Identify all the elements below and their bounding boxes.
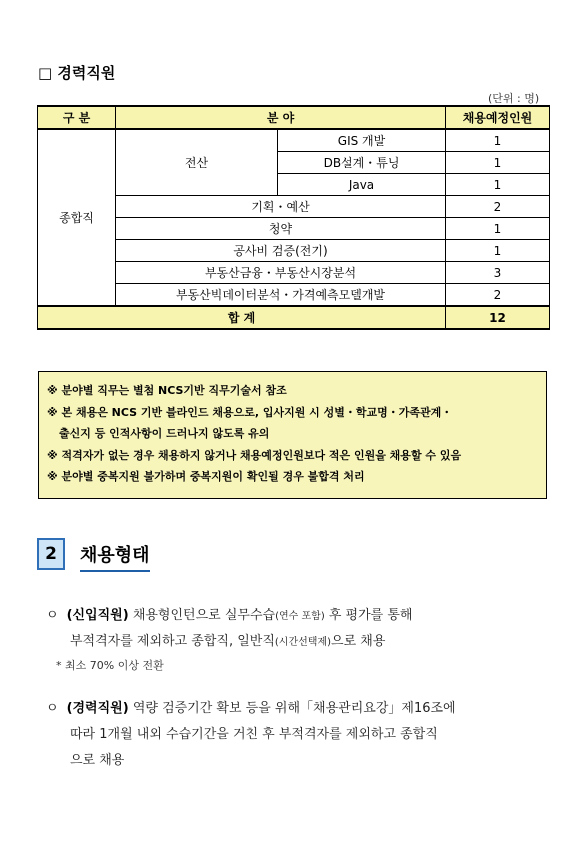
- note-line: ※ 분야별 중복지원 불가하며 중복지원이 확인될 경우 불합격 처리: [47, 470, 365, 483]
- text-segment: 부적격자를 제외하고 종합직, 일반직: [70, 634, 275, 649]
- count-cell: 3: [446, 262, 550, 284]
- table-row: [38, 129, 550, 152]
- count-cell: 2: [446, 196, 550, 218]
- count-cell: 1: [446, 129, 550, 152]
- header-category: 구 분: [38, 106, 116, 129]
- table-header-row: [38, 106, 550, 129]
- group-cell: 전산: [116, 129, 278, 196]
- hiring-table: [37, 105, 550, 330]
- field-cell: Java: [278, 174, 446, 196]
- field-cell: 부동산빅데이터분석・가격예측모델개발: [116, 284, 446, 307]
- paragraph-new-staff-line2: [70, 630, 385, 649]
- label-new-staff: (신입직원): [66, 608, 129, 623]
- paragraph-new-staff-line1: [46, 604, 412, 623]
- count-cell: 1: [446, 174, 550, 196]
- count-cell: 1: [446, 240, 550, 262]
- section-title-employment-type: 채용형태: [80, 541, 150, 572]
- text-segment: 후 평가를 통해: [324, 608, 413, 623]
- note-line: ※ 본 채용은 NCS 기반 블라인드 채용으로, 입사지원 시 성별・학교명・가족관계・: [47, 405, 453, 419]
- field-cell: DB설계・튜닝: [278, 152, 446, 174]
- count-cell: 1: [446, 152, 550, 174]
- header-field: 분 야: [116, 106, 446, 129]
- paragraph-experienced-line3: 으로 채용: [70, 753, 125, 768]
- text-segment: 역량 검증기간 확보 등을 위해「채용관리요강」제16조에: [128, 701, 456, 716]
- field-cell: 기획・예산: [116, 196, 446, 218]
- field-cell: 부동산금융・부동산시장분석: [116, 262, 446, 284]
- label-experienced: (경력직원): [66, 701, 129, 716]
- section-number-badge: 2: [37, 538, 65, 570]
- header-count: 채용예정인원: [446, 106, 550, 129]
- footnote: * 최소 70% 이상 전환: [56, 659, 164, 672]
- section-title-experienced: □ 경력직원: [38, 64, 116, 82]
- category-cell: 종합직: [38, 129, 116, 306]
- paragraph-experienced-line2: 따라 1개월 내외 수습기간을 거친 후 부적격자를 제외하고 종합직: [70, 727, 438, 742]
- total-value: 12: [446, 306, 550, 329]
- total-row: [38, 306, 550, 329]
- count-cell: 1: [446, 218, 550, 240]
- text-segment: 채용형인턴으로 실무수습: [128, 608, 276, 623]
- total-label: 합 계: [38, 306, 446, 329]
- field-cell: 청약: [116, 218, 446, 240]
- field-cell: GIS 개발: [278, 129, 446, 152]
- field-cell: 공사비 검증(전기): [116, 240, 446, 262]
- paragraph-experienced-line1: [46, 697, 456, 716]
- text-segment: (연수 포함): [275, 611, 325, 622]
- notes-box: [38, 371, 547, 499]
- unit-label: (단위 : 명): [488, 92, 540, 105]
- bullet-icon: ㅇ: [46, 701, 59, 716]
- text-segment: (시간선택제): [274, 637, 332, 648]
- text-segment: 으로 채용: [331, 634, 386, 649]
- count-cell: 2: [446, 284, 550, 307]
- bullet-icon: ㅇ: [46, 608, 59, 623]
- note-line: ※ 적격자가 없는 경우 채용하지 않거나 채용예정인원보다 적은 인원을 채용할 수 있음: [47, 448, 462, 462]
- note-line: 출신지 등 인적사항이 드러나지 않도록 유의: [59, 427, 270, 440]
- note-line: ※ 분야별 직무는 별첨 NCS기반 직무기술서 참조: [47, 384, 287, 397]
